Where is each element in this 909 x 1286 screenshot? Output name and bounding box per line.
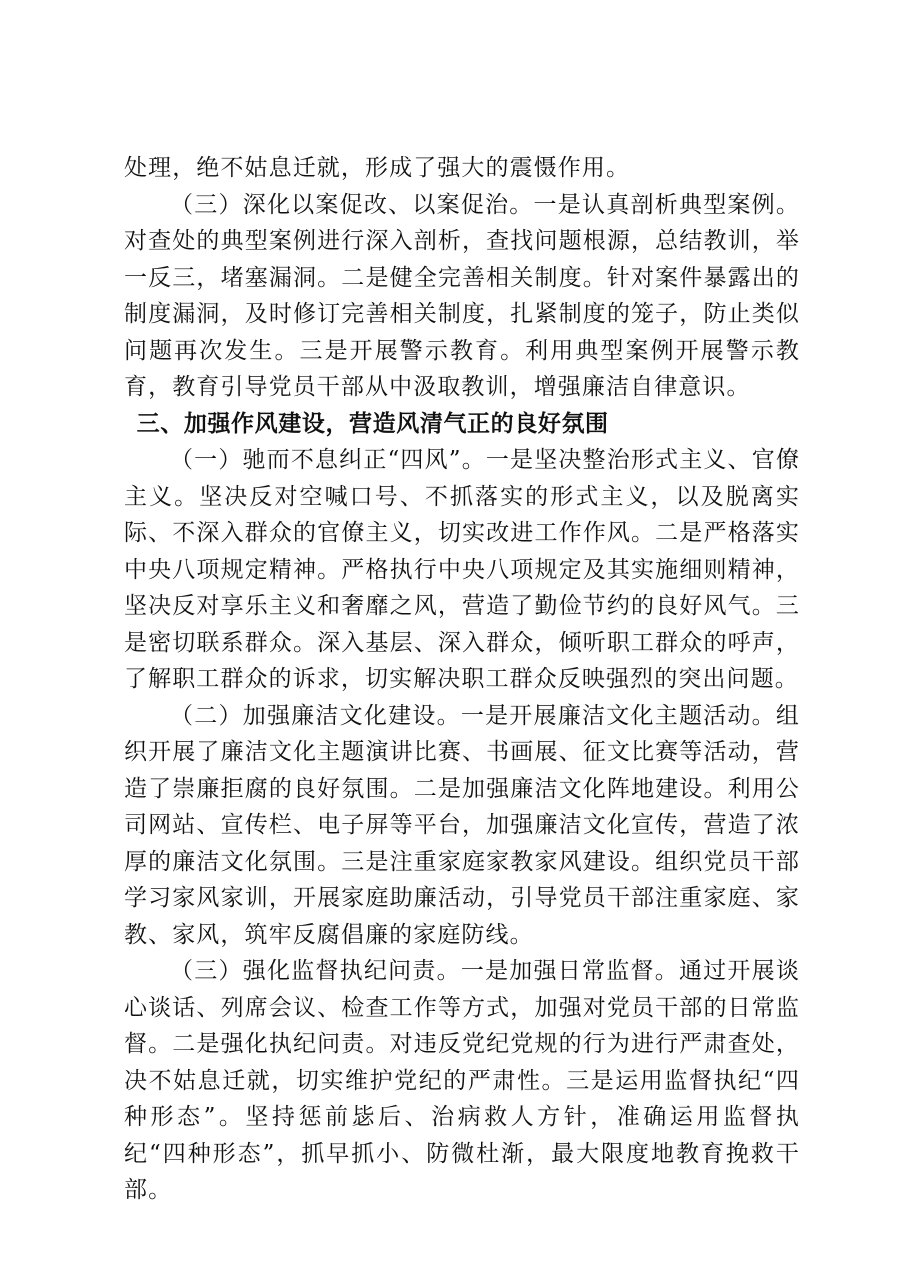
paragraph-text: 一是认真剖析典型案例。对查处的典型案例进行深入剖析，查找问题根源，总结教训，举一反三，堵塞漏洞。二是健全完善相关制度。针对案件暴露出的制度漏洞，及时修订完善相关制度，扎紧制度的笼子，防止类似问题再次发生。三是开展警示教育。利用典型案例开展警示教育，教育引导党员干部从中汲取教训，增强廉洁自律意识。 (124, 191, 801, 400)
paragraph-text: 处理，绝不姑息迁就，形成了强大的震慑作用。 (124, 155, 631, 181)
paragraph-text: 一是开展廉洁文化主题活动。组织开展了廉洁文化主题演讲比赛、书画展、征文比赛等活动，营造了崇廉拒腐的良好氛围。二是加强廉洁文化阵地建设。利用公司网站、宣传栏、电子屏等平台，加强廉洁文化宣传，营造了浓厚的廉洁文化氛围。三是注重家庭家教家风建设。组织党员干部学习家风家训，开展家庭助廉活动，引导党员干部注重家庭、家教、家风，筑牢反腐倡廉的家庭防线。 (124, 702, 800, 948)
paragraph-heading: （二）加强廉洁文化建设。 (170, 702, 461, 729)
paragraph-text: 一是加强日常监督。通过开展谈心谈话、列席会议、检查工作等方式，加强对党员干部的日常监督。二是强化执纪问责。对违反党纪党规的行为进行严肃查处，决不姑息迁就，切实维护党纪的严肃性。三是运用监督执纪“四种形态”。坚持惩前毖后、治病救人方针，准确运用监督执纪“四种形态”，抓早抓小、防微杜渐，最大限度地教育挽救干部。 (124, 958, 800, 1203)
paragraph-deepen-case-reform (124, 187, 800, 406)
section-heading-three: 三、加强作风建设，营造风清气正的良好氛围 (136, 410, 609, 437)
document-body (124, 150, 800, 1209)
paragraph-integrity-culture (124, 698, 800, 954)
paragraph-heading: （一）驰而不息纠正“四风”。 (170, 447, 486, 473)
paragraph-text: 一是坚决整治形式主义、官僚主义。坚决反对空喊口号、不抓落实的形式主义，以及脱离实际、不深入群众的官僚主义，切实改进工作作风。二是严格落实中央八项规定精神。严格执行中央八项规定及其实施细则精神，坚决反对享乐主义和奢靡之风，营造了勤俭节约的良好风气。三是密切联系群众。深入基层、深入群众，倾听职工群众的呼声，了解职工群众的诉求，切实解决职工群众反映强烈的突出问题。 (124, 447, 800, 692)
paragraph-correct-four-winds (124, 442, 800, 698)
paragraph-heading: （三）深化以案促改、以案促治。 (170, 191, 534, 218)
paragraph-continuation (124, 150, 800, 187)
paragraph-heading: （三）强化监督执纪问责。 (170, 958, 461, 984)
paragraph-supervision-discipline (124, 953, 800, 1209)
